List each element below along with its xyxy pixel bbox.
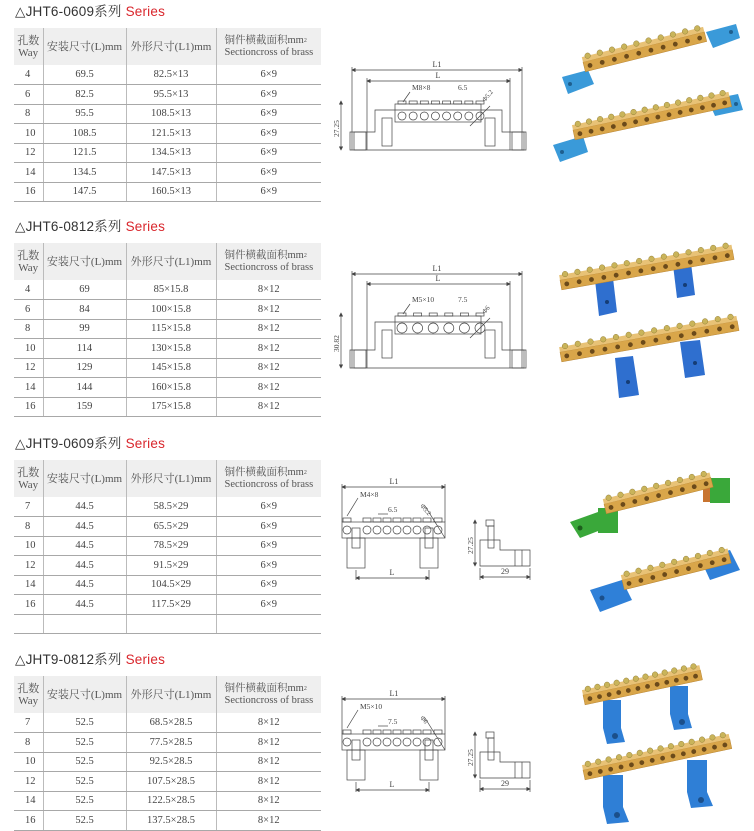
cell-l1: 78.5×29 [126,536,216,556]
cell-l: 121.5 [43,143,126,163]
cell-section: 8×12 [216,358,321,378]
cell-section: 6×9 [216,104,321,124]
table-row [14,143,321,163]
svg-text:6.5: 6.5 [388,505,398,514]
header-section: 铜件横截面积$mm^2$ Sectioncross of brass [216,676,321,713]
cell-l1: 65.5×29 [126,517,216,537]
cell-way: 7 [14,497,43,517]
header-outer-size: 外形尺寸(L1)mm [126,676,216,713]
cell-l: 82.5 [43,85,126,105]
cell-section: 8×12 [216,733,321,753]
cell-l1: 95.5×13 [126,85,216,105]
header-way: 孔数 Way [14,676,43,713]
cell-way: 14 [14,378,43,398]
cell-section [216,614,321,634]
svg-text:Φ6: Φ6 [481,304,492,316]
cell-l1: 137.5×28.5 [126,811,216,831]
table-row [14,397,321,417]
header-way: 孔数 Way [14,28,43,65]
cell-l1: 100×15.8 [126,300,216,320]
svg-text:Φ6: Φ6 [418,714,429,726]
series-label: Series [125,219,166,234]
series-label: Series [125,4,166,19]
cell-section: 8×12 [216,319,321,339]
dimension-drawing [330,470,550,600]
series-code: △JHT6-0812系列 [15,219,122,234]
table-row [14,713,321,733]
cell-l: 44.5 [43,517,126,537]
cell-l: 52.5 [43,811,126,831]
header-section: 铜件横截面积$mm^2$ Sectioncross of brass [216,243,321,280]
svg-text:30.82: 30.82 [332,335,341,352]
table-row [14,556,321,576]
cell-l: 52.5 [43,772,126,792]
cell-way: 16 [14,595,43,615]
cell-l1: 175×15.8 [126,397,216,417]
cell-l1: 85×15.8 [126,280,216,300]
cell-l: 44.5 [43,536,126,556]
cell-way: 10 [14,124,43,144]
cell-l: 144 [43,378,126,398]
header-install-size: 安装尺寸(L)mm [43,243,126,280]
table-row [14,65,321,85]
svg-text:Φ5.2: Φ5.2 [481,88,495,104]
dimension-drawing [330,40,530,175]
svg-text:29: 29 [501,779,509,788]
cell-l [43,614,126,634]
cell-l: 108.5 [43,124,126,144]
header-outer-size: 外形尺寸(L1)mm [126,460,216,497]
header-install-size: 安装尺寸(L)mm [43,28,126,65]
table-header-row [14,460,321,497]
cell-l: 44.5 [43,556,126,576]
cell-l: 84 [43,300,126,320]
cell-l1: 121.5×13 [126,124,216,144]
header-outer-size: 外形尺寸(L1)mm [126,243,216,280]
section-title [15,0,165,20]
product-photo [555,650,754,831]
cell-section: 6×9 [216,124,321,144]
cell-l1: 92.5×28.5 [126,752,216,772]
cell-way: 4 [14,65,43,85]
cell-section: 6×9 [216,85,321,105]
table-row [14,575,321,595]
table-row [14,772,321,792]
series-code: △JHT9-0609系列 [15,436,122,451]
cell-way: 10 [14,536,43,556]
cell-l: 52.5 [43,733,126,753]
table-row [14,182,321,202]
cell-section: 6×9 [216,556,321,576]
cell-l: 147.5 [43,182,126,202]
svg-text:6.5: 6.5 [458,83,468,92]
svg-text:L1: L1 [389,689,399,698]
cell-l1: 117.5×29 [126,595,216,615]
table-header-row [14,243,321,280]
cell-l1: 91.5×29 [126,556,216,576]
table-row [14,614,321,634]
product-photo [548,12,748,217]
cell-section: 6×9 [216,595,321,615]
cell-way: 8 [14,733,43,753]
cell-way: 12 [14,556,43,576]
cell-l1: 107.5×28.5 [126,772,216,792]
cell-l: 159 [43,397,126,417]
cell-way: 10 [14,339,43,359]
cell-section: 6×9 [216,143,321,163]
cell-section: 8×12 [216,300,321,320]
cell-section: 8×12 [216,339,321,359]
table-row [14,378,321,398]
svg-text:L: L [435,71,441,80]
cell-l1: 147.5×13 [126,163,216,183]
table-row [14,339,321,359]
cell-way: 14 [14,163,43,183]
cell-section: 8×12 [216,280,321,300]
table-row [14,595,321,615]
svg-text:27.25: 27.25 [466,537,475,554]
dimension-drawing [330,258,530,393]
cell-l: 69 [43,280,126,300]
cell-l: 52.5 [43,713,126,733]
cell-way: 16 [14,811,43,831]
table-row [14,85,321,105]
cell-way: 10 [14,752,43,772]
cell-section: 8×12 [216,772,321,792]
cell-way: 12 [14,772,43,792]
cell-l: 44.5 [43,497,126,517]
cell-l: 134.5 [43,163,126,183]
header-section: 铜件横截面积$mm^2$ Sectioncross of brass [216,460,321,497]
series-label: Series [125,652,166,667]
cell-l1: 58.5×29 [126,497,216,517]
product-photo [560,440,754,645]
svg-text:7.5: 7.5 [388,717,398,726]
section-title [15,648,165,668]
svg-text:29: 29 [501,567,509,576]
series-label: Series [125,436,166,451]
cell-way: 16 [14,182,43,202]
cell-section: 8×12 [216,752,321,772]
cell-way: 8 [14,104,43,124]
table-row [14,497,321,517]
cell-way: 16 [14,397,43,417]
series-code: △JHT6-0609系列 [15,4,122,19]
cell-section: 8×12 [216,791,321,811]
svg-text:L1: L1 [432,264,442,273]
cell-section: 6×9 [216,163,321,183]
svg-text:27.25: 27.25 [466,749,475,766]
header-section: 铜件横截面积$mm^2$ Sectioncross of brass [216,28,321,65]
svg-text:Φ5.2: Φ5.2 [418,502,433,518]
cell-section: 6×9 [216,497,321,517]
cell-way: 14 [14,791,43,811]
cell-section: 6×9 [216,536,321,556]
spec-table [14,460,321,634]
svg-text:M5×10: M5×10 [360,702,383,711]
table-row [14,811,321,831]
table-row [14,733,321,753]
cell-l1: 115×15.8 [126,319,216,339]
table-row [14,124,321,144]
cell-section: 8×12 [216,378,321,398]
cell-section: 8×12 [216,397,321,417]
table-row [14,104,321,124]
cell-l1: 134.5×13 [126,143,216,163]
cell-l: 95.5 [43,104,126,124]
table-header-row [14,676,321,713]
table-row [14,536,321,556]
cell-l: 52.5 [43,791,126,811]
svg-text:27.25: 27.25 [332,120,341,137]
series-code: △JHT9-0812系列 [15,652,122,667]
cell-section: 8×12 [216,713,321,733]
cell-way [14,614,43,634]
spec-table [14,243,321,417]
cell-l1: 68.5×28.5 [126,713,216,733]
table-row [14,791,321,811]
cell-l1: 160×15.8 [126,378,216,398]
dimension-drawing [330,682,550,812]
cell-l: 69.5 [43,65,126,85]
svg-text:M8×8: M8×8 [412,83,431,92]
cell-l1: 145×15.8 [126,358,216,378]
table-header-row [14,28,321,65]
svg-text:L1: L1 [432,60,442,69]
product-photo [555,230,754,435]
cell-l: 44.5 [43,575,126,595]
cell-l1: 108.5×13 [126,104,216,124]
header-install-size: 安装尺寸(L)mm [43,460,126,497]
svg-text:L: L [389,568,395,577]
cell-l: 129 [43,358,126,378]
table-row [14,517,321,537]
section-title [15,432,165,452]
table-row [14,163,321,183]
svg-text:L: L [389,780,395,789]
table-row [14,300,321,320]
cell-l: 52.5 [43,752,126,772]
table-row [14,358,321,378]
cell-way: 4 [14,280,43,300]
header-install-size: 安装尺寸(L)mm [43,676,126,713]
cell-l1: 160.5×13 [126,182,216,202]
table-row [14,752,321,772]
cell-l: 99 [43,319,126,339]
cell-way: 8 [14,517,43,537]
svg-text:L1: L1 [389,477,399,486]
svg-text:7.5: 7.5 [458,295,468,304]
cell-section: 6×9 [216,65,321,85]
spec-table [14,676,321,831]
cell-l1: 77.5×28.5 [126,733,216,753]
cell-way: 6 [14,85,43,105]
svg-text:M5×10: M5×10 [412,295,435,304]
header-way: 孔数 Way [14,243,43,280]
cell-l1 [126,614,216,634]
table-row [14,319,321,339]
cell-way: 12 [14,143,43,163]
cell-way: 14 [14,575,43,595]
header-way: 孔数 Way [14,460,43,497]
cell-way: 12 [14,358,43,378]
cell-way: 7 [14,713,43,733]
section-title [15,215,165,235]
cell-section: 6×9 [216,517,321,537]
cell-section: 6×9 [216,575,321,595]
svg-text:M4×8: M4×8 [360,490,379,499]
header-outer-size: 外形尺寸(L1)mm [126,28,216,65]
cell-l1: 104.5×29 [126,575,216,595]
spec-table [14,28,321,202]
cell-way: 8 [14,319,43,339]
cell-way: 6 [14,300,43,320]
cell-section: 6×9 [216,182,321,202]
cell-l1: 130×15.8 [126,339,216,359]
table-row [14,280,321,300]
cell-l1: 82.5×13 [126,65,216,85]
cell-l: 114 [43,339,126,359]
svg-text:L: L [435,274,441,283]
cell-l1: 122.5×28.5 [126,791,216,811]
cell-l: 44.5 [43,595,126,615]
cell-section: 8×12 [216,811,321,831]
